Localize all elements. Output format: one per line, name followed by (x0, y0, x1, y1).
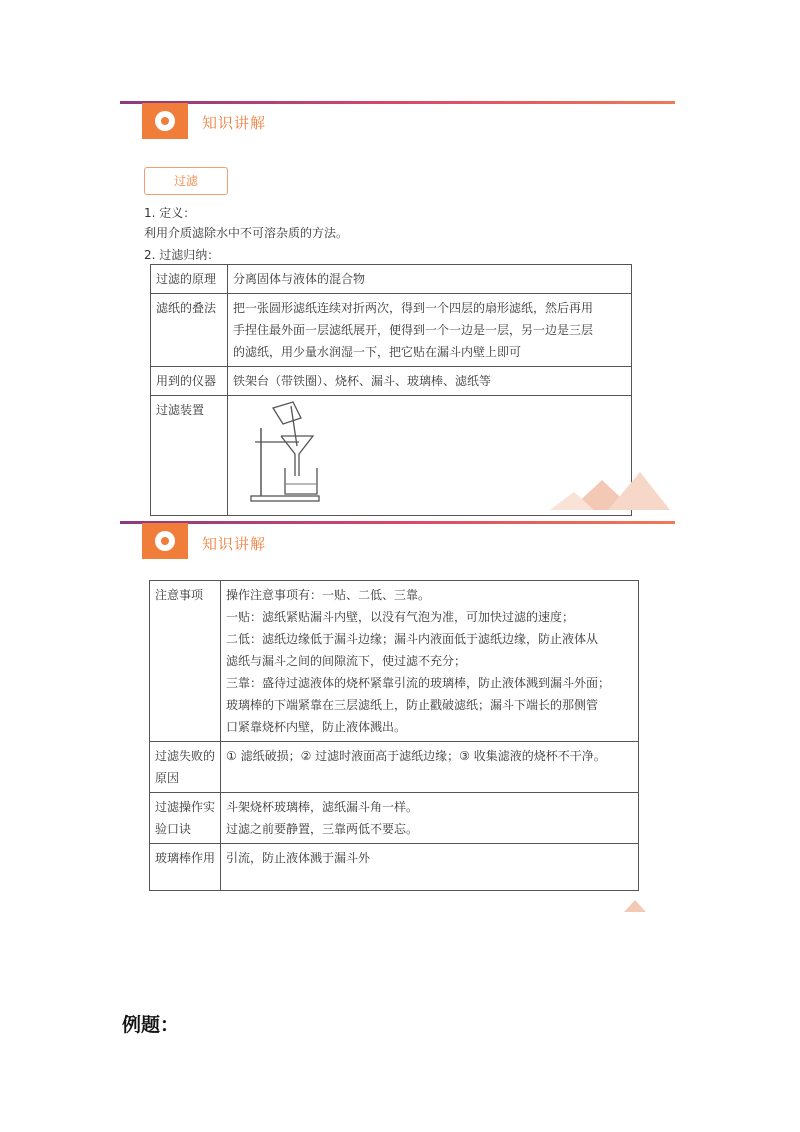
notes-table (149, 580, 639, 891)
table-row (150, 793, 639, 844)
row-content: 操作注意事项有：一贴、二低、三靠。 一贴：滤纸紧贴漏斗内壁，以没有气泡为准，可加快过滤的速度； 二低：滤纸边缘低于漏斗边缘；漏斗内液面低于滤纸边缘，防止液体从 滤纸与漏斗之间的间隙流下，使过滤不充分； 三靠：盛待过滤液体的烧杯紧靠引流的玻璃棒，防止液体溅到漏斗外面； 玻璃棒的下端紧靠在三层滤纸上，防止戳破滤纸；漏斗下端长的那侧管 口紧靠烧杯内壁，防止液体溅出。 (221, 581, 639, 742)
row-content: 斗架烧杯玻璃棒，滤纸漏斗角一样。 过滤之前要静置，三靠两低不要忘。 (221, 793, 639, 844)
header-icon-box (142, 523, 188, 559)
row-content: 铁架台（带铁圈）、烧杯、漏斗、玻璃棒、滤纸等 (228, 367, 632, 396)
table-row (150, 742, 639, 793)
heart-icon (155, 531, 175, 551)
table-row (151, 294, 632, 367)
table-row (151, 265, 632, 294)
heart-icon (155, 111, 175, 131)
filtration-apparatus-illustration (233, 398, 333, 506)
summary-label: 2. 过滤归纳： (144, 248, 220, 262)
row-label: 过滤失败的原因 (150, 742, 221, 793)
row-label: 注意事项 (150, 581, 221, 742)
row-label: 过滤的原理 (151, 265, 228, 294)
example-heading: 例题： (122, 1014, 180, 1036)
table-row (150, 581, 639, 742)
table-row (151, 367, 632, 396)
section-title: 知识讲解 (202, 535, 267, 553)
definition-label: 1. 定义： (144, 206, 196, 220)
section-title: 知识讲解 (202, 114, 267, 132)
table-row (150, 844, 639, 891)
row-content: 分离固体与液体的混合物 (228, 265, 632, 294)
header-divider (120, 521, 675, 524)
corner-triangle-decoration (620, 898, 650, 912)
corner-triangle-decoration (550, 466, 670, 510)
definition-text: 利用介质滤除水中不可溶杂质的方法。 (144, 226, 349, 240)
row-content: 把一张圆形滤纸连续对折两次，得到一个四层的扇形滤纸，然后再用 手捏住最外面一层滤纸展开，便得到一个一边是一层，另一边是三层 的滤纸，用少量水润湿一下，把它贴在漏斗内壁上即可 (228, 294, 632, 367)
topic-tag: 过滤 (144, 167, 228, 195)
row-content: 引流，防止液体溅于漏斗外 (221, 844, 639, 891)
row-label: 用到的仪器 (151, 367, 228, 396)
row-content: ① 滤纸破损；② 过滤时液面高于滤纸边缘；③ 收集滤液的烧杯不干净。 (221, 742, 639, 793)
row-label: 过滤操作实验口诀 (150, 793, 221, 844)
row-label: 过滤装置 (151, 396, 228, 516)
row-label: 滤纸的叠法 (151, 294, 228, 367)
header-divider (120, 101, 675, 104)
header-icon-box (142, 103, 188, 139)
row-label: 玻璃棒作用 (150, 844, 221, 891)
